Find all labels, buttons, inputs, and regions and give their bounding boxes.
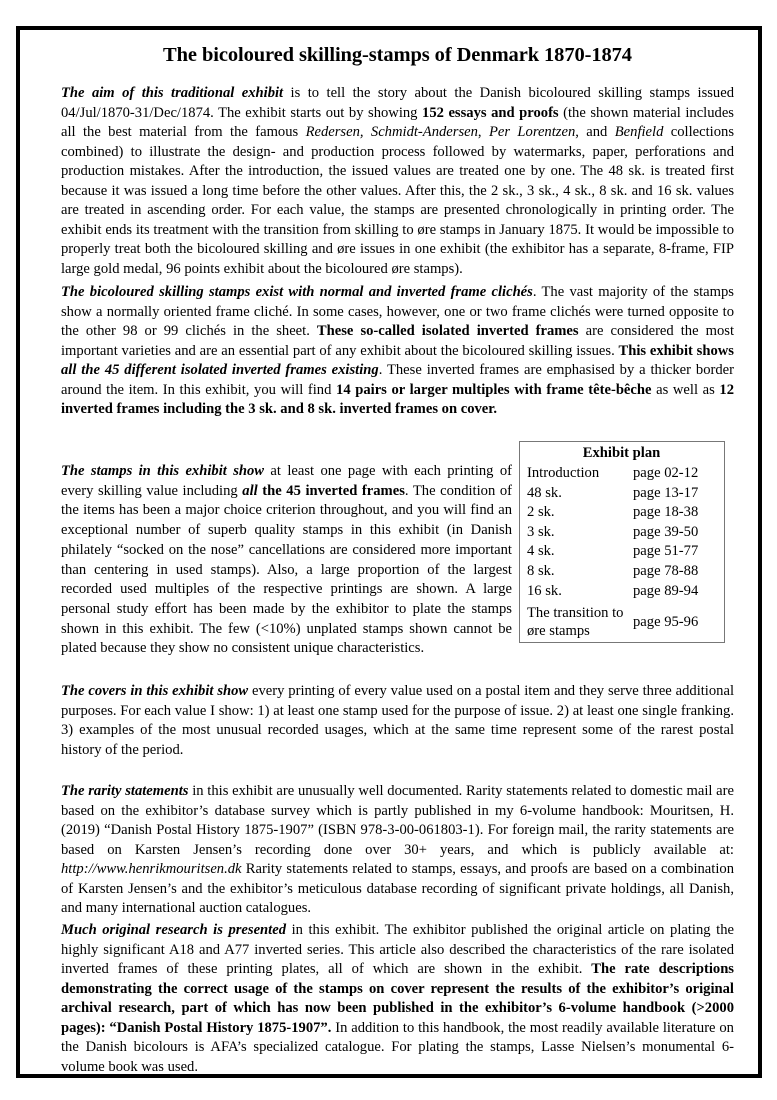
page-title: The bicoloured skilling-stamps of Denmark 1870-1874 (163, 44, 632, 66)
plan-row: The transition to øre stamps page 95-96 (527, 605, 699, 640)
plan-row: Introduction page 02-12 (527, 465, 699, 481)
paragraph-lead: The stamps in this exhibit show (61, 463, 265, 479)
paragraph-cliches: The bicoloured skilling stamps exist with normal and inverted frame clichés. The vast majority of the stamps show a normally oriented frame cliché. In some cases, however, one or two frame clichés were turned opposite to the other 98 or 99 clichés in the sheet. These so-called isolated inverted frames are considered the most important varieties and are an essential part of any exhibit about the bicoloured skilling issues. This exhibit shows all the 45 different isolated inverted frames existing. These inverted frames are emphasised by a thicker border around the item. In this exhibit, you will find 14 pairs or larger multiples with frame tête-bêche as well as 12 inverted frames including the 3 sk. and 8 sk. inverted frames on cover. (61, 284, 735, 418)
paragraph-lead: The bicoloured skilling stamps exist with normal and inverted frame clichés (61, 284, 533, 300)
paragraph-covers: The covers in this exhibit show every printing of every value used on a postal item and they serve three additional purposes. For each value I show: 1) at least one stamp used for the purpose of issue. 2) at least one single franking. 3) examples of the most unusual recorded usages, which at the same time represent some of the rarest postal history of the period. (61, 683, 734, 758)
plan-row: 8 sk. page 78-88 (527, 562, 699, 579)
paragraph-stamps: The stamps in this exhibit show at least one page with each printing of every skilling value including all the 45 inverted frames. The condition of the items has been a major choice criterion throughout, and you will find an exceptional number of superb quality stamps in this exhibit (in Danish philately “socked on the nose” cancellations are considered more important than centering in used stamps). Also, a large proportion of the largest recorded used multiples of the respective printings are shown. A large personal study effort has been made by the exhibitor to plate the stamps shown in this exhibit. The few (<10%) unplated stamps shown cannot be plated because they show no consistent unique characteristics. (61, 463, 513, 657)
paragraph-lead: Much original research is presented (61, 922, 286, 938)
paragraph-lead: The aim of this traditional exhibit (61, 85, 284, 101)
paragraph-rarity: The rarity statements in this exhibit are unusually well documented. Rarity statements related to domestic mail are based on the exhibitor’s database survey which is partly published in my 6-volume handbook: Mouritsen, H. (2019) “Danish Postal History 1875-1907” (ISBN 978-3-00-061803-1). For foreign mail, the rarity statements are based on Karsten Jensen’s recording done over 30+ years, and which is publicly available at: http://www.henrikmouritsen.dk Rarity statements related to stamps, essays, and proofs are based on a combination of Karsten Jensen’s and the exhibitor’s meticulous database recording of significant private holdings, all Danish, and many international auction catalogues. (61, 783, 734, 917)
plan-row: 2 sk. page 18-38 (527, 504, 699, 521)
plan-row: 16 sk. page 89-94 (527, 582, 699, 599)
paragraph-aim: The aim of this traditional exhibit is to tell the story about the Danish bicoloured skilling stamps issued 04/Jul/1870-31/Dec/1874. The exhibit starts out by showing 152 essays and proofs (the shown material includes all the best material from the famous Redersen, Schmidt-Andersen, Per Lorentzen, and Benfield collections combined) to illustrate the design- and production process followed by watermarks, paper, perforations and production mistakes. After the introduction, the issued values are treated one by one. The 48 sk. is treated first because it was issued a long time before the other values. After this, the 2 sk., 3 sk., 4 sk., 8 sk. and 16 sk. values are treated in ascending order. For each value, the stamps are presented chronologically in printing order. The exhibit ends its treatment with the transition from skilling to øre stamps in January 1875. It would be impossible to properly treat both the bicoloured skilling and øre issues in one exhibit (the exhibitor has a separate, 8-frame, FIP large gold medal, 96 points exhibit about the bicoloured øre stamps). (61, 85, 735, 277)
website-url: http://www.henrikmouritsen.dk (61, 861, 242, 878)
page-border (16, 26, 762, 1078)
plan-row: 3 sk. page 39-50 (527, 523, 699, 540)
paragraph-lead: The covers in this exhibit show (61, 683, 249, 699)
plan-row: 48 sk. page 13-17 (527, 484, 699, 501)
paragraph-lead: The rarity statements (61, 783, 189, 799)
exhibit-plan-title: Exhibit plan (582, 445, 661, 461)
paragraph-research: Much original research is presented in this exhibit. The exhibitor published the original article on plating the highly significant A18 and A77 inverted series. This article also described the characteristics of the rare isolated inverted frames of these printing plates, all of which are shown in the exhibit. The rate descriptions demonstrating the correct usage of the stamps on cover represent the results of the exhibitor’s original archival research, part of which has now been published in the exhibitor’s 6-volume handbook (>2000 pages): “Danish Postal History 1875-1907”. In addition to this handbook, the most readily available literature on the Danish bicolours is AFA’s specialized catalogue. For plating the stamps, Lasse Nielsen’s monumental 6-volume book was used. (61, 922, 734, 1075)
exhibit-plan-table (519, 441, 725, 643)
plan-row: 4 sk. page 51-77 (527, 543, 699, 560)
